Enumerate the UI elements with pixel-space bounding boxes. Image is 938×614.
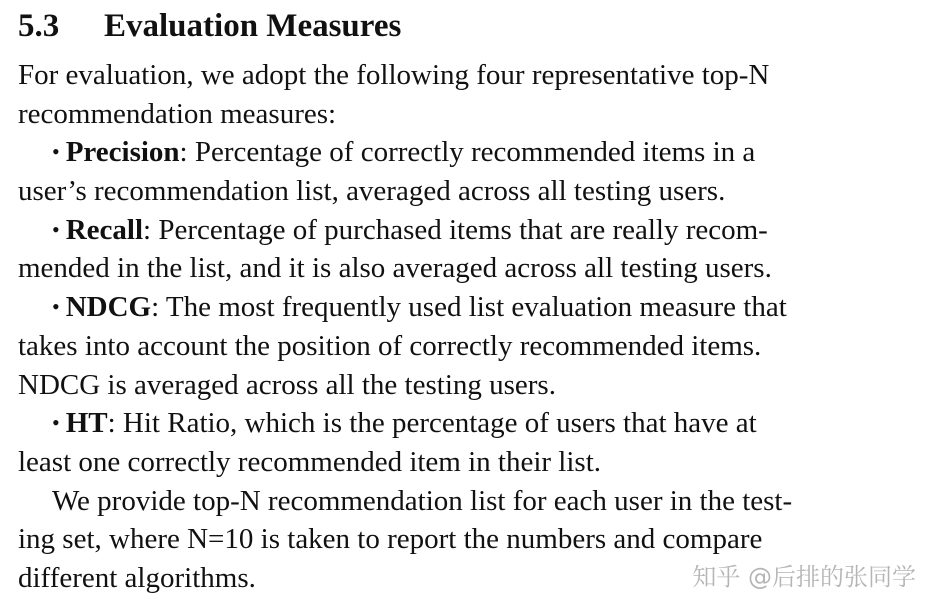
section-number: 5.3 (18, 8, 60, 44)
measure-ht-cont: least one correctly recommended item in their list. (18, 445, 602, 478)
measure-ndcg-cont-1: takes into account the position of correctly recommended items. (18, 329, 762, 362)
measure-ndcg (18, 288, 878, 327)
bullet-icon: • (52, 216, 60, 242)
closing-line-2: ing set, where N=10 is taken to report the numbers and compare (18, 523, 763, 556)
section-heading (18, 4, 401, 48)
section-body (18, 56, 878, 598)
measure-recall (18, 211, 878, 250)
bullet-icon: • (52, 139, 60, 165)
measure-ndcg-cont-2: NDCG is averaged across all the testing users. (18, 368, 556, 401)
measure-definition: : Hit Ratio, which is the percentage of users that have at (107, 407, 757, 440)
closing-line-1: We provide top-N recommendation list for each user in the test- (52, 484, 793, 517)
measure-precision (18, 133, 878, 172)
measure-precision-cont: user’s recommendation list, averaged across all testing users. (18, 175, 726, 208)
measure-recall-cont: mended in the list, and it is also averaged across all testing users. (18, 252, 772, 285)
intro-line-1: For evaluation, we adopt the following four representative top-N (18, 59, 770, 91)
measure-term: Recall (65, 213, 144, 246)
intro-line-2: recommendation measures: (18, 97, 337, 130)
section-title: Evaluation Measures (104, 8, 402, 44)
measure-definition: : Percentage of purchased items that are really recom- (143, 213, 768, 246)
measure-term: Precision (65, 136, 180, 169)
bullet-icon: • (52, 294, 60, 320)
measure-term: HT (65, 407, 108, 440)
measure-ht (18, 404, 878, 443)
zhihu-watermark: 知乎 @后排的张同学 (692, 563, 916, 591)
measure-definition: : Percentage of correctly recommended items in a (179, 136, 756, 169)
measure-definition: : The most frequently used list evaluation measure that (151, 291, 787, 324)
closing-line-3: different algorithms. (18, 561, 256, 594)
measure-term: NDCG (65, 291, 152, 324)
bullet-icon: • (52, 410, 60, 436)
